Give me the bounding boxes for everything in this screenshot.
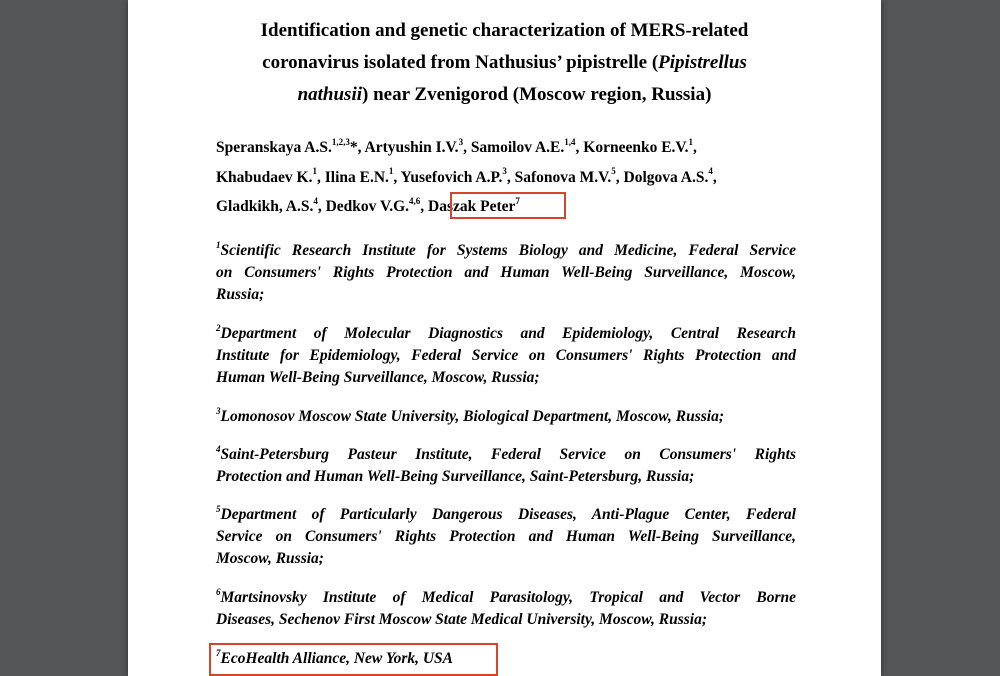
affiliation-text: Lomonosov Moscow State University, Biological Department, Moscow, Russia; [220,408,724,425]
author-highlight-box [450,192,566,219]
affiliation-text: Department of Molecular Diagnostics and Epidemiology, Central Research [220,325,796,342]
affiliation-number: 7 [216,647,221,658]
author-affil-sup: 5 [611,166,616,177]
affiliation-line [216,406,796,428]
title-line-3-text: ) near Zvenigorod (Moscow region, Russia) [362,84,712,105]
author-affil-sup: 3 [458,136,464,147]
author-separator: , [316,168,325,186]
affiliation-text: Scientific Research Institute for Systems Biology and Medicine, Federal Service [220,242,796,259]
title-species: nathusii [297,84,363,105]
author-name: Speranskaya A.S. [216,139,332,156]
affiliation-number: 6 [216,586,221,597]
affiliation-2 [216,323,796,389]
author-separator: , [692,139,697,156]
affiliation-number: 2 [216,322,221,333]
author-name: Khabudaev K. [216,168,313,186]
affiliation-3 [216,406,796,428]
affiliation-5 [216,504,796,570]
author-name: Yusefovich A.P. [400,168,503,186]
affiliation-1 [216,240,796,306]
affiliation-text: EcoHealth Alliance, New York, USA [220,650,454,667]
author-affil-sup: 7 [515,195,520,206]
author-line-2 [216,163,806,193]
affiliation-line [216,587,796,609]
author-separator: , [615,168,624,186]
affiliation-text: Martsinovsky Institute of Medical Parasitology, Tropical and Vector Borne [220,589,796,606]
affiliation-line: on Consumers' Rights Protection and Human Well-Being Surveillance, Moscow, [216,264,796,281]
title-line-3 [168,79,841,111]
affiliation-number: 5 [216,503,221,514]
author-affil-sup: 1,4 [564,136,576,147]
affiliation-6 [216,587,796,631]
author-name: Dolgova A.S. [623,168,709,186]
affiliation-highlight-box [209,643,498,676]
highlighted-author-name: Daszak Peter [428,198,516,215]
author-name: Dedkov V.G. [325,198,410,215]
title-line-1: Identification and genetic characterization of MERS-related [260,20,749,41]
affiliation-line [216,240,796,262]
affiliation-4 [216,444,796,488]
author-affil-sup: 4,6 [409,195,421,206]
author-separator: , [463,139,471,156]
author-separator: , [506,168,515,186]
affiliation-line: Human Well-Being Surveillance, Moscow, Russia; [216,369,540,386]
affiliation-line: Russia; [216,286,265,303]
author-separator: , [317,198,326,215]
author-name: Ilina E.N. [324,168,389,186]
affiliation-line [216,323,796,345]
author-separator: , [575,139,584,156]
affiliation-line: Moscow, Russia; [216,550,324,567]
author-affil-sup: 4 [708,166,713,177]
affiliation-line: Service on Consumers' Rights Protection and Human Well-Being Surveillance, [216,528,796,545]
author-affil-sup: 1 [388,166,394,177]
title-line-2-text: coronavirus isolated from Nathusius’ pipistrelle ( [262,52,659,73]
document-page [128,0,881,676]
author-separator: *, [349,139,365,156]
author-affil-sup: 1,2,3 [331,136,350,147]
affiliation-line [216,444,796,466]
paper-title [168,15,841,111]
author-affil-sup: 1 [312,166,317,177]
author-affil-sup: 4 [313,195,318,206]
title-genus: Pipistrellus [658,52,747,73]
author-separator: , [712,168,717,186]
affiliation-line: Diseases, Sechenov First Moscow State Medical University, Moscow, Russia; [216,611,707,628]
author-separator: , [420,198,429,215]
author-name: Artyushin I.V. [364,139,459,156]
author-name: Samoilov A.E. [470,139,565,156]
author-affil-sup: 3 [502,166,507,177]
author-name: Gladkikh, A.S. [216,198,314,215]
author-name: Safonova M.V. [514,168,612,186]
affiliation-number: 3 [216,405,221,416]
affiliation-text: Department of Particularly Dangerous Diseases, Anti-Plague Center, Federal [220,506,796,523]
author-line-1 [216,133,806,163]
author-separator: , [393,168,401,186]
affiliation-line: Protection and Human Well-Being Surveillance, Saint-Petersburg, Russia; [216,468,695,485]
affiliation-line [216,504,796,526]
affiliation-text: Saint-Petersburg Pasteur Institute, Federal Service on Consumers' Rights [220,446,796,463]
affiliation-number: 4 [216,443,221,454]
affiliation-line: Institute for Epidemiology, Federal Service on Consumers' Rights Protection and [216,347,796,364]
title-line-2 [168,47,841,79]
author-affil-sup: 1 [688,136,693,147]
affiliation-number: 1 [216,239,221,250]
author-name: Korneenko E.V. [583,139,689,156]
